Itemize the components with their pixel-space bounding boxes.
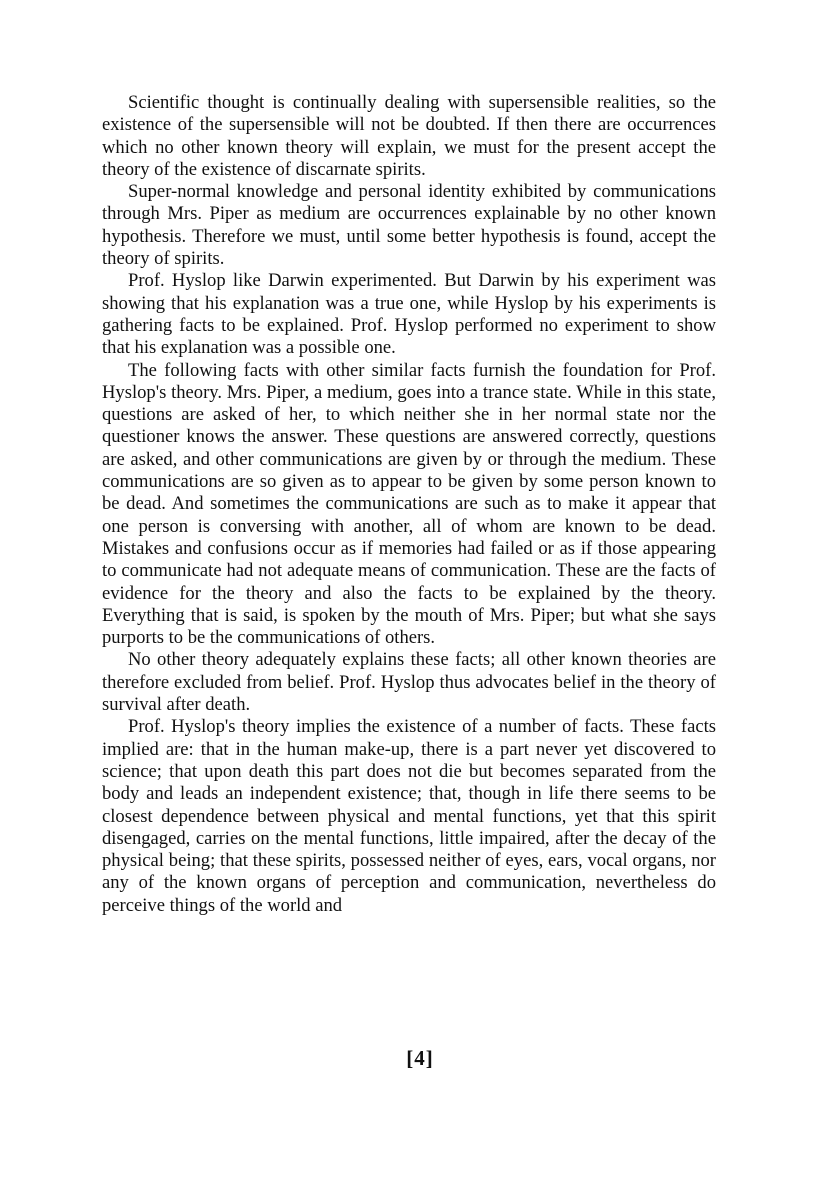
- paragraph-following-facts: The following facts with other similar facts furnish the foundation for Prof. Hyslop's theory. Mrs. Piper, a medium, goes into a trance state. While in this state, questions are asked of her, to which neither she in her normal state nor the questioner knows the answer. These questions are answered correctly, questions are asked, and other communications are given by or through the medium. These communications are so given as to appear to be given by some person known to be dead. And sometimes the communications are such as to make it appear that one person is conversing with another, all of whom are known to be dead. Mistakes and confusions occur as if memories had failed or as if those appearing to communicate had not adequate means of communication. These are the facts of evidence for the theory and also the facts to be explained by the theory. Everything that is said, is spoken by the mouth of Mrs. Piper; but what she says purports to be the communications of others.: [102, 359, 716, 649]
- paragraph-theory-implies: Prof. Hyslop's theory implies the existence of a number of facts. These facts implied are: that in the human make-up, there is a part never yet discovered to science; that upon death this part does not die but becomes separated from the body and leads an independent existence; that, though in life there seems to be closest dependence between physical and mental functions, yet that this spirit disengaged, carries on the mental functions, little impaired, after the decay of the physical being; that these spirits, possessed neither of eyes, ears, vocal organs, nor any of the known organs of perception and communication, nevertheless do perceive things of the world and: [102, 716, 716, 916]
- paragraph-super-normal-knowledge: Super-normal knowledge and personal identity exhibited by communications through Mrs. Piper as medium are occurrences explainable by no other known hypothesis. Therefore we must, until some better hypothesis is found, accept the theory of spirits.: [102, 181, 716, 270]
- paragraph-scientific-thought: Scientific thought is continually dealing with supersensible realities, so the existence of the supersensible will not be doubted. If then there are occurrences which no other known theory will explain, we must for the present accept the theory of the existence of discarnate spirits.: [102, 92, 716, 180]
- page-body: [102, 92, 716, 917]
- page-number: [4]: [406, 1046, 434, 1070]
- paragraph-hyslop-darwin: Prof. Hyslop like Darwin experimented. But Darwin by his experiment was showing that his explanation was a true one, while Hyslop by his experiments is gathering facts to be explained. Prof. Hyslop performed no experiment to show that his explanation was a possible one.: [102, 270, 716, 359]
- paragraph-no-other-theory: No other theory adequately explains these facts; all other known theories are therefore excluded from belief. Prof. Hyslop thus advocates belief in the theory of survival after death.: [102, 649, 716, 716]
